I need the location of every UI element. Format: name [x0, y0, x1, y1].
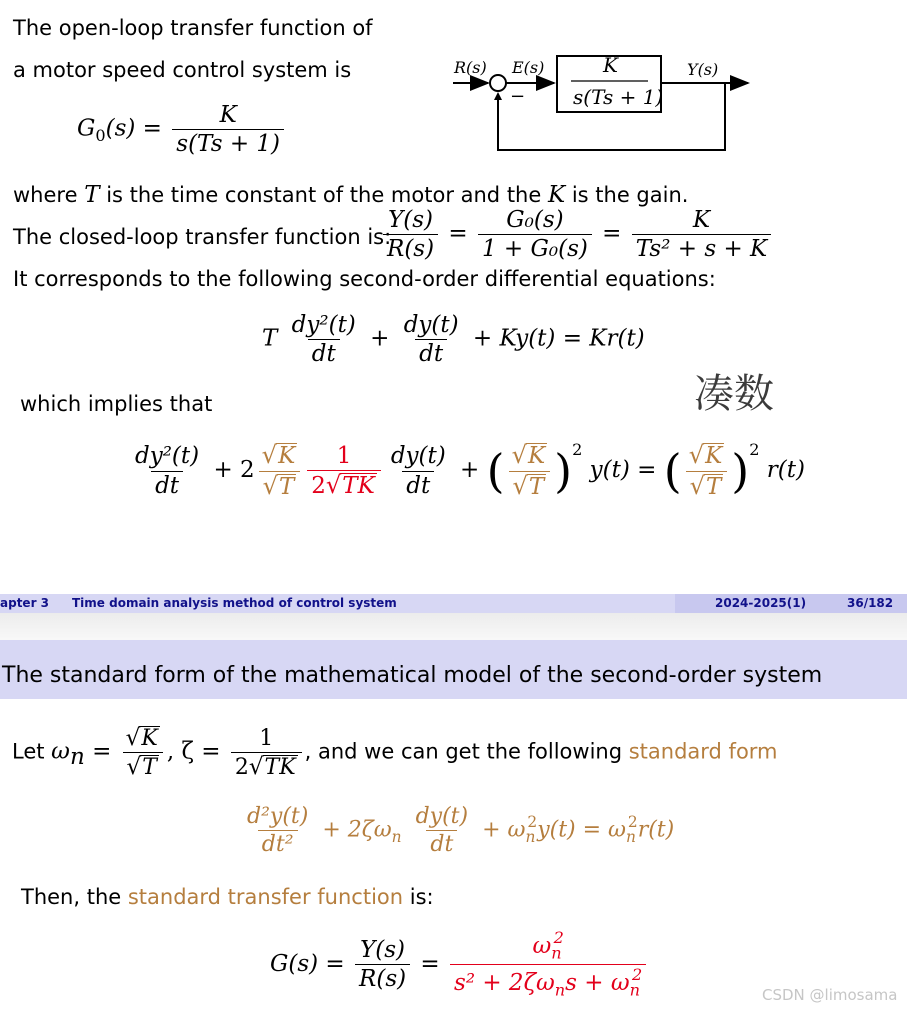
where-sentence: where T is the time constant of the motor and the K is the gain. [13, 182, 689, 208]
which-implies-sentence: which implies that [20, 392, 213, 416]
diagram-minus-sign: − [510, 86, 526, 107]
summing-junction [490, 75, 506, 91]
intro-line-2: a motor speed control system is [13, 58, 352, 82]
frame-title: The standard form of the mathematical model of the second-order system [2, 663, 823, 688]
footer-chapter: apter 3 [0, 596, 50, 610]
intro-line-1: The open-loop transfer function of [13, 16, 373, 40]
closed-loop-label: The closed-loop transfer function is: [13, 225, 392, 249]
closed-loop-transfer-function: $\frac{Y(s)}{R(s)}$ = $\frac{\text{G₀(s)}}{\text{1 + G₀(s)}}$ = $\frac{K}{\text{Ts² + s + K}}$ [380, 208, 774, 261]
chinese-annotation: 凑数 [694, 371, 774, 417]
standard-form-equation: $\frac{\text{d²y(t)}}{\text{dt²}}$ + $2\zeta\omega_n$ $\frac{dy(t)}{dt}$ + $\omega_n^2y(t) = \omega_n^2r(t)$ [247, 804, 675, 858]
block-denominator: s(Ts + 1) [573, 85, 664, 109]
corresponds-sentence: It corresponds to the following second-order differential equations: [13, 267, 716, 291]
csdn-watermark: CSDN @limosama [762, 986, 898, 1004]
open-loop-transfer-function: $G_0(s)$ = $\frac{K}{s(Ts + 1)}$ [77, 103, 287, 156]
diagram-label-Y: Y(s) [687, 60, 719, 79]
block-numerator: K [603, 53, 618, 77]
let-definition: Let $\omega_n$ = $\frac{√K}{√T}$ , ζ = $\frac{1}{2√TK}$ , and we can get the following standard form [12, 725, 778, 781]
standard-transfer-function-equation: G(s) = $\frac{Y(s)}{R(s)}$ = $\frac{\omega_n^2}{s^2 + 2\zeta\omega_ns + \omega_n^2}$ [270, 930, 649, 1000]
then-sentence: Then, the standard transfer function is: [21, 885, 434, 909]
diagram-label-R: R(s) [454, 58, 487, 77]
footer-section: Time domain analysis method of control system [72, 596, 397, 610]
slide-separator [0, 613, 907, 640]
diagram-label-E: E(s) [512, 58, 545, 77]
standard-transfer-function-highlight: standard transfer function [127, 885, 404, 909]
differential-equation-1: T $\frac{\text{dy²(t)}}{dt}$ + $\frac{dy(t)}{dt}$ + Ky(t) = Kr(t) [262, 312, 645, 368]
footer-page-number: 36/182 [847, 596, 894, 610]
differential-equation-2: $\frac{\text{dy²(t)}}{dt}$ + 2 $\frac{√K}{√T}$ $\frac{1}{2√TK}$ $\frac{dy(t)}{dt}$ + ( $\frac{√K}{√T}$ )$^2$ y(t) = ( $\frac{√K}{√T}$ )$^2$ r(t) [135, 440, 805, 500]
standard-form-highlight: standard form [628, 739, 778, 764]
footer-term: 2024-2025(1) [715, 596, 807, 610]
